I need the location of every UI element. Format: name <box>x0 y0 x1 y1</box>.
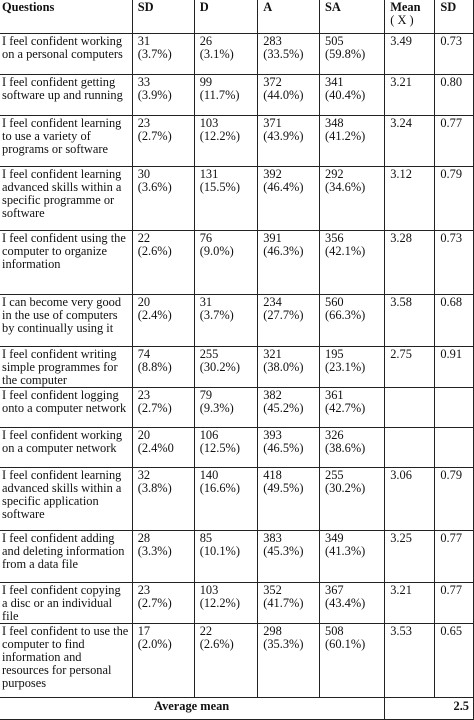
d-count: 26 <box>199 34 213 48</box>
sa-cell <box>320 428 385 468</box>
question-cell: I feel confident using the computer to organize information <box>0 231 132 295</box>
d-percent: (12.2%) <box>199 596 240 610</box>
table-row <box>0 468 474 531</box>
header-mean-label: Mean <box>390 0 421 14</box>
sd-cell <box>132 388 194 428</box>
d-count: 106 <box>199 428 219 442</box>
d-cell <box>194 428 258 468</box>
a-percent: (27.7%) <box>263 308 304 322</box>
sd-cell <box>132 295 194 347</box>
std-cell: 0.73 <box>435 231 474 295</box>
std-cell <box>435 428 474 468</box>
sd-cell <box>132 167 194 231</box>
mean-cell <box>385 388 435 428</box>
std-cell: 0.79 <box>435 468 474 531</box>
sd-count: 17 <box>137 624 151 638</box>
sa-count: 348 <box>325 116 344 130</box>
a-percent: (46.5%) <box>263 441 304 455</box>
sd-count: 33 <box>137 75 151 89</box>
sa-count: 255 <box>325 468 344 482</box>
mean-cell: 3.25 <box>385 531 435 583</box>
sa-percent: (42.7%) <box>325 401 366 415</box>
question-cell: I feel confident writing simple programmes for the computer <box>0 347 132 388</box>
sd-count: 28 <box>137 531 151 545</box>
sd-count: 31 <box>137 34 151 48</box>
sa-cell <box>320 231 385 295</box>
a-percent: (44.0%) <box>263 88 304 102</box>
std-cell: 0.68 <box>435 295 474 347</box>
sa-cell <box>320 75 385 116</box>
sa-cell <box>320 116 385 167</box>
table-row <box>0 428 474 468</box>
sa-count: 505 <box>325 34 344 48</box>
d-percent: (12.5%) <box>199 441 240 455</box>
sa-percent: (23.1%) <box>325 360 366 374</box>
sd-count: 32 <box>137 468 151 482</box>
sd-count: 23 <box>137 583 151 597</box>
header-questions: Questions <box>0 0 132 34</box>
sd-percent: (3.9%) <box>137 88 172 102</box>
sd-cell <box>132 116 194 167</box>
std-cell: 0.80 <box>435 75 474 116</box>
sd-percent: (2.6%) <box>137 244 172 258</box>
d-count: 85 <box>199 531 213 545</box>
sa-count: 356 <box>325 231 344 245</box>
average-value: 2.5 <box>385 698 474 720</box>
mean-cell: 3.28 <box>385 231 435 295</box>
sa-percent: (38.6%) <box>325 441 366 455</box>
sd-percent: (3.6%) <box>137 180 172 194</box>
sd-percent: (3.7%) <box>137 47 172 61</box>
table-row <box>0 34 474 75</box>
sd-cell <box>132 428 194 468</box>
sa-cell <box>320 388 385 428</box>
table-row <box>0 231 474 295</box>
sa-count: 292 <box>325 167 344 181</box>
a-count: 234 <box>263 295 282 309</box>
a-percent: (35.3%) <box>263 637 304 651</box>
sa-count: 341 <box>325 75 344 89</box>
d-count: 99 <box>199 75 213 89</box>
table-row <box>0 116 474 167</box>
std-cell: 0.77 <box>435 531 474 583</box>
header-d: D <box>194 0 258 34</box>
sa-count: 367 <box>325 583 344 597</box>
d-cell <box>194 116 258 167</box>
sa-percent: (41.2%) <box>325 129 366 143</box>
mean-cell: 3.06 <box>385 468 435 531</box>
sa-cell <box>320 295 385 347</box>
sa-percent: (59.8%) <box>325 47 366 61</box>
sd-cell <box>132 624 194 698</box>
d-count: 255 <box>199 347 219 361</box>
a-count: 283 <box>263 34 282 48</box>
a-count: 321 <box>263 347 282 361</box>
sd-count: 74 <box>137 347 151 361</box>
a-cell <box>258 624 320 698</box>
question-cell: I feel confident learning to use a variety of programs or software <box>0 116 132 167</box>
header-mean <box>385 0 435 34</box>
question-cell: I feel confident logging onto a computer network <box>0 388 132 428</box>
a-percent: (38.0%) <box>263 360 304 374</box>
std-cell <box>435 388 474 428</box>
a-count: 392 <box>263 167 282 181</box>
d-cell <box>194 388 258 428</box>
sa-percent: (42.1%) <box>325 244 366 258</box>
d-percent: (12.2%) <box>199 129 240 143</box>
mean-cell: 3.24 <box>385 116 435 167</box>
a-cell <box>258 75 320 116</box>
d-cell <box>194 75 258 116</box>
sd-percent: (2.7%) <box>137 129 172 143</box>
header-std: SD <box>435 0 474 34</box>
a-cell <box>258 468 320 531</box>
sa-count: 326 <box>325 428 344 442</box>
table-row <box>0 295 474 347</box>
header-mean-symbol: ( X ) <box>390 13 414 27</box>
d-percent: (10.1%) <box>199 544 240 558</box>
sd-count: 23 <box>137 116 151 130</box>
question-cell: I feel confident adding and deleting information from a data file <box>0 531 132 583</box>
std-cell: 0.91 <box>435 347 474 388</box>
sa-percent: (34.6%) <box>325 180 366 194</box>
a-percent: (45.2%) <box>263 401 304 415</box>
sa-percent: (43.4%) <box>325 596 366 610</box>
sa-cell <box>320 34 385 75</box>
sa-cell <box>320 583 385 624</box>
a-cell <box>258 34 320 75</box>
std-cell: 0.73 <box>435 34 474 75</box>
a-count: 383 <box>263 531 282 545</box>
mean-cell: 3.21 <box>385 75 435 116</box>
d-cell <box>194 583 258 624</box>
header-row <box>0 0 474 34</box>
d-count: 131 <box>199 167 219 181</box>
d-percent: (30.2%) <box>199 360 240 374</box>
sd-percent: (2.0%) <box>137 637 172 651</box>
d-cell <box>194 231 258 295</box>
sd-percent: (2.4%) <box>137 308 172 322</box>
a-percent: (45.3%) <box>263 544 304 558</box>
table-row <box>0 75 474 116</box>
d-count: 103 <box>199 116 219 130</box>
d-count: 140 <box>199 468 219 482</box>
mean-cell: 2.75 <box>385 347 435 388</box>
question-cell: I can become very good in the use of computers by continually using it <box>0 295 132 347</box>
mean-cell: 3.58 <box>385 295 435 347</box>
a-cell <box>258 116 320 167</box>
sd-count: 23 <box>137 388 151 402</box>
std-cell: 0.77 <box>435 583 474 624</box>
a-count: 393 <box>263 428 282 442</box>
a-count: 382 <box>263 388 282 402</box>
header-sd: SD <box>132 0 194 34</box>
mean-cell: 3.21 <box>385 583 435 624</box>
a-percent: (33.5%) <box>263 47 304 61</box>
sa-percent: (66.3%) <box>325 308 366 322</box>
sd-cell <box>132 34 194 75</box>
mean-cell <box>385 428 435 468</box>
sd-count: 30 <box>137 167 151 181</box>
sa-cell <box>320 531 385 583</box>
d-percent: (2.6%) <box>199 637 234 651</box>
a-cell <box>258 231 320 295</box>
d-percent: (9.0%) <box>199 244 234 258</box>
a-percent: (46.4%) <box>263 180 304 194</box>
sd-cell <box>132 231 194 295</box>
sa-count: 349 <box>325 531 344 545</box>
question-cell: I feel confident learning advanced skills within a specific application software <box>0 468 132 531</box>
a-cell <box>258 428 320 468</box>
d-percent: (3.7%) <box>199 308 234 322</box>
a-cell <box>258 583 320 624</box>
question-cell: I feel confident to use the computer to find information and resources for personal purposes <box>0 624 132 698</box>
sa-count: 508 <box>325 624 344 638</box>
d-count: 76 <box>199 231 213 245</box>
sd-cell <box>132 468 194 531</box>
question-cell: I feel confident working on a personal computers <box>0 34 132 75</box>
sa-count: 195 <box>325 347 344 361</box>
header-sa: SA <box>320 0 385 34</box>
mean-cell: 3.49 <box>385 34 435 75</box>
d-cell <box>194 34 258 75</box>
table-row <box>0 583 474 624</box>
d-percent: (9.3%) <box>199 401 234 415</box>
average-label: Average mean <box>0 698 385 720</box>
question-cell: I feel confident getting software up and running <box>0 75 132 116</box>
d-count: 79 <box>199 388 213 402</box>
a-cell <box>258 167 320 231</box>
d-cell <box>194 347 258 388</box>
table-row <box>0 167 474 231</box>
a-cell <box>258 388 320 428</box>
sa-cell <box>320 468 385 531</box>
d-percent: (3.1%) <box>199 47 234 61</box>
d-cell <box>194 295 258 347</box>
sa-count: 361 <box>325 388 344 402</box>
a-cell <box>258 347 320 388</box>
a-cell <box>258 531 320 583</box>
sd-count: 22 <box>137 231 151 245</box>
mean-cell: 3.53 <box>385 624 435 698</box>
question-cell: I feel confident learning advanced skills within a specific programme or software <box>0 167 132 231</box>
a-count: 371 <box>263 116 282 130</box>
table-row <box>0 624 474 698</box>
a-count: 298 <box>263 624 282 638</box>
a-count: 391 <box>263 231 282 245</box>
sd-percent: (3.8%) <box>137 481 172 495</box>
table-row <box>0 531 474 583</box>
d-percent: (15.5%) <box>199 180 240 194</box>
sa-percent: (40.4%) <box>325 88 366 102</box>
a-cell <box>258 295 320 347</box>
sa-percent: (30.2%) <box>325 481 366 495</box>
sa-percent: (41.3%) <box>325 544 366 558</box>
sd-count: 20 <box>137 428 151 442</box>
a-percent: (43.9%) <box>263 129 304 143</box>
std-cell: 0.77 <box>435 116 474 167</box>
a-percent: (46.3%) <box>263 244 304 258</box>
d-count: 22 <box>199 624 213 638</box>
d-percent: (16.6%) <box>199 481 240 495</box>
d-cell <box>194 167 258 231</box>
std-cell: 0.65 <box>435 624 474 698</box>
sa-cell <box>320 167 385 231</box>
sd-percent: (2.7%) <box>137 596 172 610</box>
a-count: 418 <box>263 468 282 482</box>
std-cell: 0.79 <box>435 167 474 231</box>
sd-cell <box>132 75 194 116</box>
d-cell <box>194 468 258 531</box>
d-cell <box>194 531 258 583</box>
sa-cell <box>320 624 385 698</box>
sd-percent: (3.3%) <box>137 544 172 558</box>
question-cell: I feel confident working on a computer network <box>0 428 132 468</box>
sd-count: 20 <box>137 295 151 309</box>
sd-cell <box>132 347 194 388</box>
question-cell: I feel confident copying a disc or an individual file <box>0 583 132 624</box>
sd-percent: (8.8%) <box>137 360 172 374</box>
d-count: 103 <box>199 583 219 597</box>
mean-cell: 3.12 <box>385 167 435 231</box>
sd-cell <box>132 583 194 624</box>
header-a: A <box>258 0 320 34</box>
d-count: 31 <box>199 295 213 309</box>
table-row <box>0 347 474 388</box>
sa-percent: (60.1%) <box>325 637 366 651</box>
d-cell <box>194 624 258 698</box>
table-body <box>0 34 474 698</box>
sd-percent: (2.7%) <box>137 401 172 415</box>
a-percent: (49.5%) <box>263 481 304 495</box>
sa-cell <box>320 347 385 388</box>
average-row <box>0 698 474 720</box>
table-row <box>0 388 474 428</box>
a-count: 372 <box>263 75 282 89</box>
sd-percent: (2.4%0 <box>137 441 174 455</box>
sd-cell <box>132 531 194 583</box>
d-percent: (11.7%) <box>199 88 240 102</box>
a-count: 352 <box>263 583 282 597</box>
a-percent: (41.7%) <box>263 596 304 610</box>
sa-count: 560 <box>325 295 344 309</box>
